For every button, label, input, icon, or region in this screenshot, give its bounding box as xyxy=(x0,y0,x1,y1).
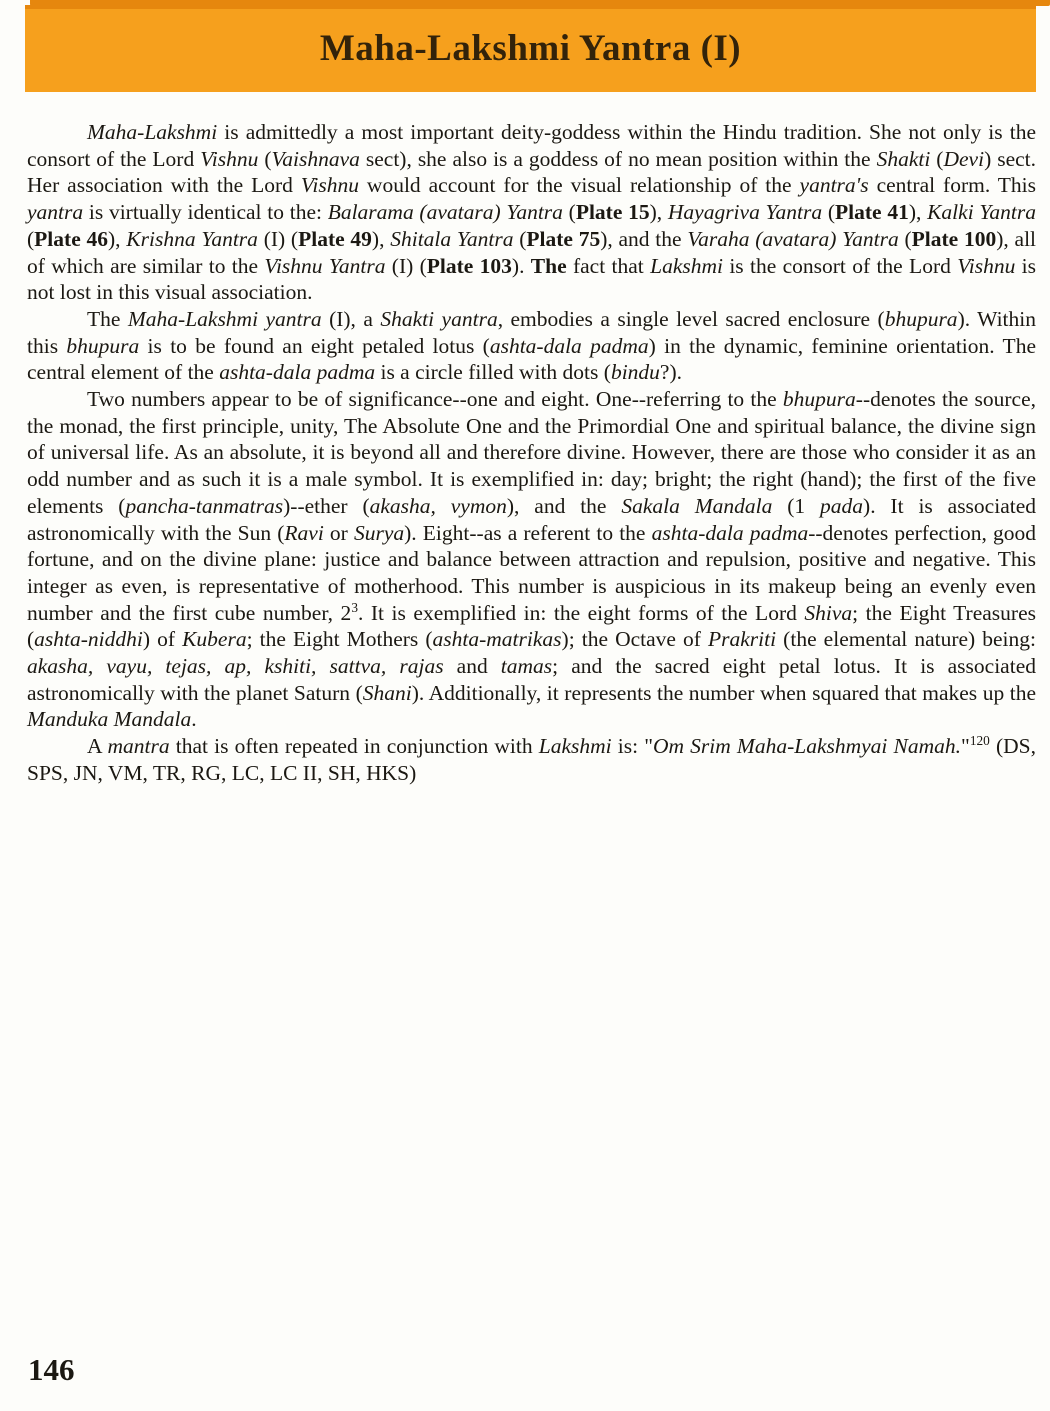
text-segment: Lakshmi xyxy=(650,253,723,278)
text-segment: ) of xyxy=(142,627,183,652)
text-segment: Krishna Yantra xyxy=(126,226,258,251)
text-segment: ; and the sacred eight petal lotus. It is associated astronomically with the planet Saturn ( xyxy=(27,654,1036,705)
text-segment: fact that xyxy=(566,253,651,278)
text-segment: Balarama (avatara) Yantra xyxy=(327,200,563,225)
text-segment: ) sect. Her association with the Lord xyxy=(27,146,1037,198)
text-segment: is: " xyxy=(611,734,653,759)
text-segment: would account for the visual relationship of the xyxy=(358,173,800,198)
text-segment: ( xyxy=(930,146,944,171)
text-segment: ; the Eight Treasures ( xyxy=(27,600,1036,652)
text-segment: Hayagriva Yantra xyxy=(667,200,823,225)
text-segment: Sakala Mandala xyxy=(621,493,773,518)
text-segment: akasha, vymon xyxy=(369,493,507,518)
text-segment: ), and the xyxy=(506,493,622,518)
text-segment: , embodies a single level sacred enclosure ( xyxy=(497,306,885,331)
text-segment: Manduka Mandala xyxy=(27,707,192,732)
text-segment: Maha-Lakshmi xyxy=(87,120,218,144)
text-segment: . It is exemplified in: the eight forms of the Lord xyxy=(357,600,805,625)
text-segment: ( xyxy=(27,226,35,251)
text-segment: ), and the xyxy=(600,226,688,251)
text-segment: yantra's xyxy=(799,173,869,198)
text-segment: (I) ( xyxy=(385,253,427,278)
text-segment: is a circle filled with dots ( xyxy=(375,360,611,385)
text-segment: ?). xyxy=(659,360,682,385)
page-number: 146 xyxy=(28,1352,75,1387)
text-segment: Kubera xyxy=(182,627,247,652)
text-segment: bhupura xyxy=(66,333,140,358)
text-segment: is virtually identical to the: xyxy=(83,200,328,225)
text-segment: pada xyxy=(820,493,864,518)
text-segment: (1 xyxy=(772,493,821,518)
text-segment: (the elemental nature) being: xyxy=(776,627,1037,652)
text-segment: Plate 100 xyxy=(911,226,997,251)
text-segment: ashta-matrikas xyxy=(432,627,562,652)
text-segment: ), xyxy=(649,200,668,225)
text-segment: Plate 103 xyxy=(426,253,512,278)
text-segment: yantra xyxy=(27,200,84,225)
text-segment: ). xyxy=(511,253,531,278)
text-segment: Plate 49 xyxy=(298,226,372,251)
text-segment: mantra xyxy=(107,734,170,759)
text-segment: (I) ( xyxy=(257,226,299,251)
text-segment: and xyxy=(443,654,501,679)
article-body xyxy=(27,119,1036,787)
text-segment: Prakriti xyxy=(708,627,777,652)
text-segment: ; the Eight Mothers ( xyxy=(246,627,433,652)
text-segment: is to be found an eight petaled lotus ( xyxy=(139,333,490,358)
text-segment: tamas xyxy=(500,654,553,679)
text-segment: ) in the dynamic, feminine orientation. The central element of the xyxy=(27,333,1036,385)
text-segment: Vishnu xyxy=(300,173,359,198)
text-segment: ), xyxy=(108,226,127,251)
paragraph xyxy=(27,386,1036,733)
text-segment: ). It is associated astronomically with the Sun ( xyxy=(27,493,1037,545)
text-segment: ( xyxy=(562,200,576,225)
text-segment: Shakti yantra xyxy=(380,306,498,331)
text-segment: " xyxy=(961,734,970,759)
text-segment: bindu xyxy=(610,360,660,385)
text-segment: ); the Octave of xyxy=(561,627,709,652)
text-segment: ( xyxy=(898,226,912,251)
text-segment: sect), she also is a goddess of no mean position within the xyxy=(359,146,877,171)
text-segment: ashta-dala padma xyxy=(219,360,376,385)
text-segment: ), xyxy=(371,226,391,251)
text-segment: Shiva xyxy=(804,600,853,625)
paragraph xyxy=(27,119,1036,306)
text-segment: Maha-Lakshmi yantra xyxy=(127,306,322,331)
text-segment: Plate 46 xyxy=(34,226,108,251)
text-segment: The xyxy=(87,306,128,331)
text-segment: ), xyxy=(908,200,928,225)
text-segment: Two numbers appear to be of significance--one and eight. One--referring to the xyxy=(87,387,783,412)
text-segment: )--ether ( xyxy=(283,493,370,518)
text-segment: Vishnu Yantra xyxy=(264,253,386,278)
text-segment: Vishnu xyxy=(200,146,259,171)
text-segment: 3 xyxy=(351,599,358,615)
page-title: Maha-Lakshmi Yantra (I) xyxy=(319,28,742,69)
text-segment: --denotes the source, the monad, the first principle, unity, The Absolute One and the Primordial One and spiritual balance, the divine sign of universal life. As an absolute, it is beyond all and therefore divine. However, there are those who consider it as an odd number and as such it is a male symbol. It is exemplified in: day; bright; the right (hand); the first of the five elements ( xyxy=(27,387,1036,518)
text-segment: Plate 75 xyxy=(526,226,601,251)
text-segment: ( xyxy=(513,226,527,251)
text-segment: Shani xyxy=(362,680,412,705)
text-segment: is admittedly a most important deity-goddess within the Hindu tradition. She not only is the consort of the Lord xyxy=(27,120,1036,171)
text-segment: Varaha (avatara) Yantra xyxy=(687,226,899,251)
text-segment: bhupura xyxy=(782,387,856,412)
text-segment: ashta-niddhi xyxy=(34,627,143,652)
text-segment: Surya xyxy=(353,520,405,545)
text-segment: ). Additionally, it represents the number when squared that makes up the xyxy=(411,680,1036,705)
text-segment: bhupura xyxy=(884,306,958,331)
text-segment: is not lost in this visual association. xyxy=(27,253,1037,305)
title-banner xyxy=(25,5,1036,92)
text-segment: Plate 15 xyxy=(575,200,650,225)
text-segment: akasha, vayu, tejas, ap, kshiti, sattva, rajas xyxy=(27,654,444,679)
text-segment: Shitala Yantra xyxy=(390,226,514,251)
paragraph xyxy=(27,733,1036,786)
text-segment: --denotes perfection, good fortune, and on the divine plane: justice and balance between attraction and repulsion, positive and negative. This integer as even, is representative of motherhood. This number is auspicious in its makeup being an evenly even number and the first cube number, 2 xyxy=(27,520,1036,625)
text-segment: (I), a xyxy=(321,306,381,331)
text-segment: ). Eight--as a referent to the xyxy=(404,520,652,545)
text-segment: Shakti xyxy=(876,146,931,171)
text-segment: that is often repeated in conjunction with xyxy=(169,734,539,759)
text-segment: Om Srim Maha-Lakshmyai Namah. xyxy=(652,734,962,759)
text-segment: Devi xyxy=(943,146,985,171)
paragraph xyxy=(27,306,1036,386)
text-segment: ( xyxy=(258,146,272,171)
text-segment: is the consort of the Lord xyxy=(722,253,958,278)
text-segment: Vishnu xyxy=(957,253,1016,278)
text-segment: central form. This xyxy=(868,173,1036,198)
text-segment: Lakshmi xyxy=(538,734,612,759)
text-segment: (DS, SPS, JN, VM, TR, RG, LC, LC II, SH, HKS) xyxy=(27,734,1036,785)
text-segment: . xyxy=(191,707,197,732)
text-segment: pancha-tanmatras xyxy=(125,493,284,518)
text-segment: A xyxy=(87,734,108,759)
text-segment: ashta-dala padma xyxy=(651,520,809,545)
text-segment: Ravi xyxy=(284,520,324,545)
text-segment: ashta-dala padma xyxy=(489,333,649,358)
text-segment: ( xyxy=(822,200,836,225)
text-segment: Plate 41 xyxy=(835,200,909,225)
text-segment: ). Within this xyxy=(27,306,1037,358)
text-segment: ), all of which are similar to the xyxy=(27,226,1037,278)
text-segment: 120 xyxy=(969,733,990,749)
text-segment: Vaishnava xyxy=(271,146,360,171)
text-segment: or xyxy=(323,520,354,545)
text-segment: Kalki Yantra xyxy=(927,200,1036,225)
text-segment: The xyxy=(530,253,567,278)
